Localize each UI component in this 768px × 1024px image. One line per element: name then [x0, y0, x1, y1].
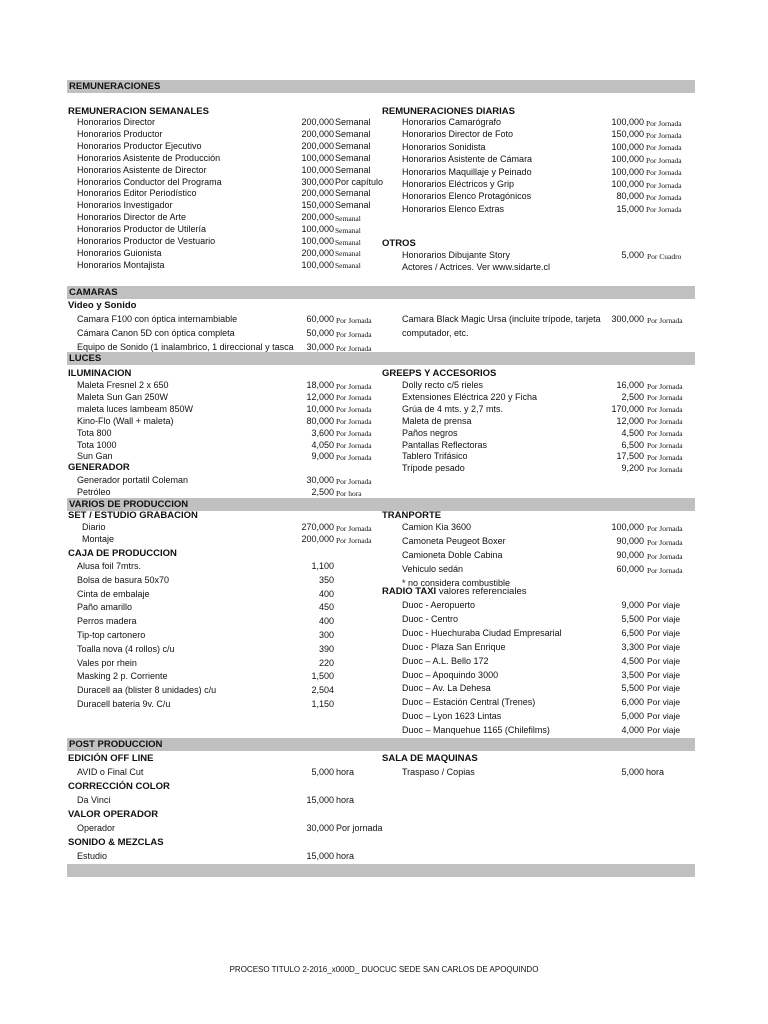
greeps-label: Maleta de prensa	[402, 415, 472, 426]
rem-semanal-value: 100,000	[301, 236, 334, 246]
camara-value: 50,000	[306, 328, 334, 338]
radio-taxi-unit: Por viaje	[647, 711, 681, 722]
tranporte-unit: Por Jornada	[647, 551, 683, 561]
rem-semanal-label: Honorarios Asistente de Producción	[77, 152, 221, 163]
heading-video-sonido: Video y Sonido	[68, 300, 137, 311]
greeps-unit: Por Jornada	[647, 393, 683, 403]
tranporte-value: 90,000	[616, 550, 644, 560]
iluminacion-label: Maleta Sun Gan 250W	[77, 391, 169, 402]
radio-taxi-unit: Por viaje	[647, 683, 681, 694]
set-value: 200,000	[301, 534, 334, 544]
set-unit: Por Jornada	[336, 523, 372, 533]
camara-black-magic-line1: Camara Black Magic Ursa (incluite trípode, tarjeta	[402, 314, 601, 324]
post-davinci-value: 15,000	[306, 795, 334, 805]
radio-taxi-value: 5,500	[621, 613, 644, 624]
greeps-unit: Por Jornada	[647, 441, 683, 450]
camara-label: Cámara Canon 5D con óptica completa	[77, 328, 235, 338]
rem-semanal-value: 200,000	[301, 117, 334, 127]
page-footer: PROCESO TITULO 2-2016_x000D_ DUOCUC SEDE SAN CARLOS DE APOQUINDO	[229, 965, 539, 974]
greeps-value: 17,500	[616, 451, 644, 462]
rem-diaria-unit: Por Jornada	[646, 205, 682, 215]
rem-diaria-value: 100,000	[611, 117, 644, 127]
heading-greeps: GREEPS Y ACCESORIOS	[382, 368, 497, 379]
radio-taxi-label: Duoc - Aeropuerto	[402, 600, 476, 610]
rem-semanal-label: Honorarios Productor Ejecutivo	[77, 140, 202, 151]
heading-valor-operador: VALOR OPERADOR	[68, 809, 159, 820]
rem-diaria-value: 15,000	[616, 203, 644, 214]
greeps-label: Trípode pesado	[402, 463, 465, 474]
section-varios: VARIOS DE PRODUCCION	[67, 498, 695, 511]
rem-semanal-label: Honorarios Conductor del Programa	[77, 176, 222, 187]
tranporte-value: 90,000	[616, 536, 644, 546]
heading-iluminacion: ILUMINACION	[68, 368, 132, 379]
rem-diaria-value: 100,000	[611, 179, 644, 189]
radio-taxi-unit: Por viaje	[647, 627, 681, 638]
greeps-label: Extensiones Eléctrica 220 y Ficha	[402, 391, 538, 402]
iluminacion-value: 80,000	[306, 415, 334, 426]
radio-taxi-label: Duoc – Estación Central (Trenes)	[402, 697, 536, 708]
iluminacion-value: 12,000	[306, 391, 334, 402]
rem-semanal-unit: Semanal	[335, 237, 361, 247]
radio-taxi-unit: Por viaje	[647, 655, 681, 666]
iluminacion-label: Sun Gan	[77, 451, 113, 462]
rem-semanal-label: Honorarios Productor de Utilería	[77, 224, 207, 235]
radio-taxi-value: 3,300	[621, 641, 644, 652]
post-traspaso-value: 5,000	[621, 767, 644, 777]
iluminacion-label: maleta luces lambeam 850W	[77, 403, 194, 414]
rem-semanal-value: 200,000	[301, 212, 334, 223]
greeps-value: 12,000	[616, 415, 644, 426]
greeps-value: 16,000	[616, 380, 644, 390]
caja-label: Vales por rhein	[77, 657, 137, 668]
generador-value: 2,500	[311, 487, 334, 497]
iluminacion-unit: Por Jornada	[336, 441, 372, 450]
section-post: POST PRODUCCION	[67, 738, 695, 751]
rem-semanal-value: 200,000	[301, 247, 334, 258]
post-estudio-label: Estudio	[77, 851, 108, 861]
radio-taxi-label: Duoc – A.L. Bello 172	[402, 655, 489, 666]
rem-semanal-unit: Semanal	[335, 213, 361, 223]
rem-diaria-label: Honorarios Sonidista	[402, 141, 486, 152]
tranporte-value: 100,000	[611, 522, 644, 532]
rem-diaria-label: Honorarios Elenco Extras	[402, 203, 505, 214]
heading-radio-taxi: RADIO TAXI valores referenciales	[382, 586, 527, 597]
caja-value: 400	[318, 616, 334, 627]
rem-diaria-unit: Por Jornada	[646, 143, 682, 153]
rem-semanal-unit: Semanal	[335, 261, 361, 271]
rem-semanal-label: Honorarios Montajista	[77, 259, 165, 270]
rem-diaria-label: Honorarios Director de Foto	[402, 129, 514, 140]
caja-value: 1,150	[311, 699, 334, 709]
post-estudio-unit: hora	[336, 851, 355, 861]
heading-set: SET / ESTUDIO GRABACION	[68, 510, 198, 521]
tranporte-label: Camioneta Doble Cabina	[402, 550, 503, 560]
tranporte-unit: Por Jornada	[647, 523, 683, 533]
heading-rem-semanales: REMUNERACION SEMANALES	[68, 106, 209, 117]
rem-diaria-label: Honorarios Camarógrafo	[402, 117, 502, 127]
otros-unit: Por Cuadro	[647, 251, 682, 261]
radio-taxi-label: Duoc – Av. La Dehesa	[402, 683, 491, 694]
caja-label: Duracell aa (blister 8 unidades) c/u	[77, 685, 217, 696]
radio-taxi-unit: Por viaje	[647, 697, 681, 708]
greeps-value: 9,200	[621, 463, 644, 474]
rem-semanal-value: 100,000	[301, 224, 334, 235]
greeps-unit: Por Jornada	[647, 464, 683, 474]
rem-semanal-label: Honorarios Guionista	[77, 247, 162, 258]
rem-diaria-label: Honorarios Elenco Protagónicos	[402, 191, 532, 202]
iluminacion-unit: Por Jornada	[336, 393, 372, 403]
tranporte-label: Camoneta Peugeot Boxer	[402, 536, 506, 546]
iluminacion-label: Maleta Fresnel 2 x 650	[77, 380, 169, 390]
caja-label: Tip-top cartonero	[77, 630, 146, 640]
radio-taxi-label: Duoc – Apoquindo 3000	[402, 669, 499, 680]
heading-generador: GENERADOR	[68, 462, 130, 473]
radio-taxi-note: valores referenciales	[438, 586, 527, 597]
heading-otros: OTROS	[382, 238, 416, 249]
caja-value: 450	[318, 602, 334, 613]
rem-semanal-value: 200,000	[301, 140, 334, 151]
otros-value: 5,000	[621, 250, 644, 260]
rem-diaria-label: Honorarios Maquillaje y Peinado	[402, 166, 532, 177]
greeps-label: Paños negros	[402, 427, 458, 438]
iluminacion-unit: Por Jornada	[336, 452, 372, 462]
rem-diaria-unit: Por Jornada	[646, 168, 682, 178]
radio-taxi-unit: Por viaje	[647, 613, 681, 624]
rem-semanal-unit: Semanal	[335, 128, 371, 139]
rem-diaria-value: 150,000	[611, 129, 644, 140]
otros-label: Honorarios Dibujante Story	[402, 250, 511, 260]
caja-value: 2,504	[311, 685, 334, 696]
rem-diaria-unit: Por Jornada	[646, 155, 682, 165]
rem-diaria-value: 80,000	[616, 191, 644, 202]
post-avid-unit: hora	[336, 767, 355, 777]
camara-unit: Por Jornada	[336, 343, 372, 353]
greeps-value: 170,000	[611, 403, 644, 414]
heading-correccion: CORRECCIÓN COLOR	[68, 781, 170, 792]
post-operador-label: Operador	[77, 823, 116, 833]
caja-value: 220	[318, 657, 334, 668]
rem-semanal-value: 150,000	[301, 200, 334, 211]
caja-label: Paño amarillo	[77, 602, 133, 613]
rem-semanal-label: Honorarios Investigador	[77, 200, 173, 211]
section-luces: LUCES	[67, 352, 695, 365]
iluminacion-unit: Por Jornada	[336, 381, 372, 391]
radio-taxi-value: 3,500	[621, 669, 644, 680]
rem-semanal-unit: Semanal	[335, 249, 361, 259]
caja-label: Masking 2 p. Corriente	[77, 671, 168, 682]
generador-unit: Por Jornada	[336, 476, 372, 486]
rem-semanal-label: Honorarios Productor de Vestuario	[77, 236, 216, 246]
generador-label: Petróleo	[77, 487, 111, 497]
rem-semanal-unit: Semanal	[335, 152, 371, 163]
rem-semanal-value: 100,000	[301, 164, 334, 175]
camara-unit: Por Jornada	[336, 329, 372, 339]
caja-value: 1,100	[311, 561, 334, 571]
iluminacion-unit: Por Jornada	[336, 417, 372, 427]
greeps-value: 6,500	[621, 439, 644, 450]
radio-taxi-unit: Por viaje	[647, 725, 681, 736]
rem-diaria-unit: Por Jornada	[646, 118, 682, 128]
caja-label: Duracell bateria 9v. C/u	[77, 699, 171, 709]
heading-edicion: EDICIÓN OFF LINE	[68, 753, 154, 764]
greeps-label: Dolly recto c/5 rieles	[402, 380, 484, 390]
generador-value: 30,000	[306, 475, 334, 485]
camara-label: Camara F100 con óptica internambiable	[77, 314, 238, 324]
camara-black-magic-unit: Por Jornada	[647, 316, 683, 325]
set-value: 270,000	[301, 522, 334, 532]
radio-taxi-label: Duoc - Centro	[402, 613, 459, 624]
section-camaras: CAMARAS	[67, 286, 695, 299]
camara-label: Equipo de Sonido (1 inalambrico, 1 direccional y tasca	[77, 342, 294, 352]
rem-diaria-value: 100,000	[611, 154, 644, 165]
radio-taxi-label: Duoc - Plaza San Enrique	[402, 641, 506, 652]
greeps-label: Tablero Trifásico	[402, 451, 468, 462]
rem-diaria-value: 100,000	[611, 141, 644, 152]
iluminacion-label: Tota 800	[77, 427, 112, 438]
iluminacion-value: 3,600	[311, 427, 334, 438]
heading-rem-diarias: REMUNERACIONES DIARIAS	[382, 106, 516, 117]
rem-semanal-unit: Semanal	[335, 140, 371, 151]
rem-semanal-value: 200,000	[301, 188, 334, 199]
tranporte-label: Camion Kia 3600	[402, 522, 472, 532]
iluminacion-value: 9,000	[311, 451, 334, 462]
greeps-unit: Por Jornada	[647, 381, 683, 391]
post-davinci-label: Da Vinci	[77, 795, 111, 805]
radio-taxi-value: 5,500	[621, 683, 644, 694]
post-traspaso-unit: hora	[646, 767, 665, 777]
iluminacion-value: 18,000	[306, 380, 334, 390]
rem-semanal-unit: Semanal	[335, 188, 371, 199]
rem-diaria-label: Honorarios Eléctricos y Grip	[402, 179, 515, 189]
radio-taxi-label: Duoc – Manquehue 1165 (Chilefilms)	[402, 725, 550, 736]
rem-semanal-label: Honorarios Director de Arte	[77, 212, 187, 223]
greeps-unit: Por Jornada	[647, 429, 683, 439]
post-estudio-value: 15,000	[306, 851, 334, 861]
rem-semanal-label: Honorarios Asistente de Director	[77, 164, 207, 175]
tranporte-unit: Por Jornada	[647, 537, 683, 547]
camara-black-magic-value: 300,000	[611, 314, 644, 324]
rem-semanal-label: Honorarios Director	[77, 117, 156, 127]
rem-semanal-unit: Por capítulo	[335, 176, 384, 187]
generador-label: Generador portatil Coleman	[77, 475, 189, 485]
camara-value: 60,000	[306, 314, 334, 324]
caja-value: 1,500	[311, 671, 334, 682]
greeps-label: Grúa de 4 mts. y 2,7 mts.	[402, 403, 504, 414]
rem-diaria-unit: Por Jornada	[646, 180, 682, 190]
rem-semanal-value: 100,000	[301, 259, 334, 270]
caja-label: Cinta de embalaje	[77, 588, 150, 599]
tranporte-value: 60,000	[616, 564, 644, 574]
greeps-label: Pantallas Reflectoras	[402, 439, 488, 450]
set-label: Diario	[82, 522, 106, 532]
rem-semanal-unit: Semanal	[335, 164, 371, 175]
set-label: Montaje	[82, 534, 115, 544]
set-unit: Por Jornada	[336, 535, 372, 545]
radio-taxi-label: Duoc – Lyon 1623 Lintas	[402, 711, 502, 722]
rem-semanal-value: 300,000	[301, 176, 334, 187]
camara-value: 30,000	[306, 342, 334, 352]
radio-taxi-unit: Por viaje	[647, 600, 681, 610]
generador-unit: Por hora	[336, 488, 362, 498]
radio-taxi-value: 6,000	[621, 697, 644, 708]
heading-caja: CAJA DE PRODUCCION	[68, 548, 177, 559]
greeps-value: 4,500	[621, 427, 644, 438]
rem-semanal-value: 200,000	[301, 128, 334, 139]
camara-unit: Por Jornada	[336, 315, 372, 325]
caja-label: Bolsa de basura 50x70	[77, 574, 170, 585]
heading-sonido-mezclas: SONIDO & MEZCLAS	[68, 837, 164, 848]
radio-taxi-unit: Por viaje	[647, 669, 681, 680]
iluminacion-value: 4,050	[311, 439, 334, 450]
caja-value: 300	[318, 630, 334, 640]
section-end-band	[67, 864, 695, 877]
caja-value: 350	[318, 574, 334, 585]
rem-diaria-value: 100,000	[611, 166, 644, 177]
rem-diaria-unit: Por Jornada	[646, 130, 682, 140]
iluminacion-label: Tota 1000	[77, 439, 117, 450]
iluminacion-label: Kino-Flo (Wall + maleta)	[77, 415, 174, 426]
otros-label: Actores / Actrices. Ver www.sidarte.cl	[402, 262, 551, 272]
iluminacion-unit: Por Jornada	[336, 405, 372, 415]
radio-taxi-value: 6,500	[621, 627, 644, 638]
camara-black-magic-line2: computador, etc.	[402, 328, 469, 338]
post-operador-value: 30,000	[306, 823, 334, 833]
caja-value: 390	[318, 643, 334, 654]
heading-sala: SALA DE MAQUINAS	[382, 753, 478, 764]
iluminacion-value: 10,000	[306, 403, 334, 414]
tranporte-unit: Por Jornada	[647, 565, 683, 575]
rem-semanal-unit: Semanal	[335, 225, 361, 235]
rem-semanal-unit: Semanal	[335, 117, 371, 127]
radio-taxi-unit: Por viaje	[647, 641, 681, 652]
post-avid-value: 5,000	[311, 767, 334, 777]
greeps-unit: Por Jornada	[647, 417, 683, 427]
iluminacion-unit: Por Jornada	[336, 429, 372, 439]
caja-label: Alusa foil 7mtrs.	[77, 561, 142, 571]
post-traspaso-label: Traspaso / Copias	[402, 767, 475, 777]
radio-taxi-label: Duoc - Huechuraba Ciudad Empresarial	[402, 627, 562, 638]
greeps-value: 2,500	[621, 391, 644, 402]
caja-label: Toalla nova (4 rollos) c/u	[77, 643, 175, 654]
post-avid-label: AVID o Final Cut	[77, 767, 144, 777]
radio-taxi-value: 4,500	[621, 655, 644, 666]
radio-taxi-value: 4,000	[621, 725, 644, 736]
tranporte-label: * no considera combustible	[402, 578, 511, 588]
tranporte-label: Vehiculo sedán	[402, 564, 464, 574]
radio-taxi-value: 5,000	[621, 711, 644, 722]
post-operador-unit: Por jornada	[336, 823, 383, 833]
rem-semanal-value: 100,000	[301, 152, 334, 163]
rem-semanal-label: Honorarios Editor Periodístico	[77, 188, 197, 199]
rem-semanal-unit: Semanal	[335, 200, 371, 211]
radio-taxi-value: 9,000	[621, 600, 644, 610]
greeps-unit: Por Jornada	[647, 452, 683, 462]
rem-semanal-label: Honorarios Productor	[77, 128, 163, 139]
rem-diaria-unit: Por Jornada	[646, 192, 682, 202]
caja-value: 400	[318, 588, 334, 599]
rem-diaria-label: Honorarios Asistente de Cámara	[402, 154, 533, 165]
post-davinci-unit: hora	[336, 795, 355, 805]
heading-tranporte: TRANPORTE	[382, 510, 442, 521]
greeps-unit: Por Jornada	[647, 405, 683, 415]
caja-label: Perros madera	[77, 616, 137, 627]
section-remuneraciones: REMUNERACIONES	[67, 80, 695, 93]
